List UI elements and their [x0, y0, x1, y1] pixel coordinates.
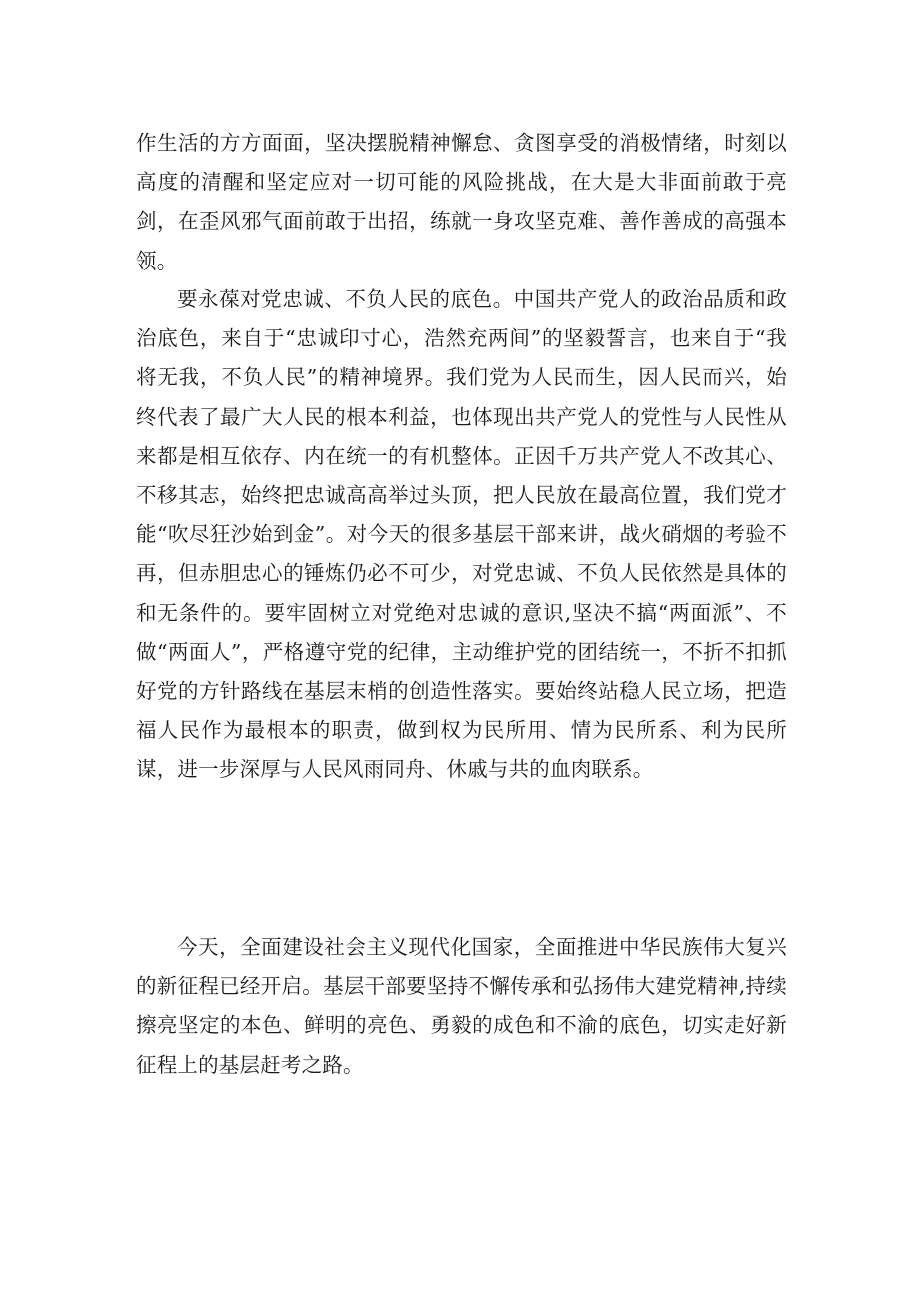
paragraph-text: 要永葆对党忠诚、不负人民的底色。中国共产党人的政治品质和政治底色，来自于“忠诚印寸心，浩然充两间”的坚毅誓言，也来自于“我将无我，不负人民”的精神境界。我们党为人民而生，因人民而兴，始终代表了最广大人民的根本利益，也体现出共产党人的党性与人民性从来都是相互依存、内在统一的有机整体。正因千万共产党人不改其心、不移其志，始终把忠诚高高举过头顶，把人民放在最高位置，我们党才能“吹尽狂沙始到金”。对今天的很多基层干部来讲，战火硝烟的考验不再，但赤胆忠心的锤炼仍必不可少，对党忠诚、不负人民依然是具体的和无条件的。要牢固树立对党绝对忠诚的意识,坚决不搞“两面派”、不做“两面人”，严格遵守党的纪律，主动维护党的团结统一，不折不扣抓好党的方针路线在基层末梢的创造性落实。要始终站稳人民立场，把造福人民作为最根本的职责，做到权为民所用、情为民所系、利为民所谋，进一步深厚与人民风雨同舟、休戚与共的血肉联系。 — [136, 287, 787, 782]
paragraph-text: 今天，全面建设社会主义现代化国家，全面推进中华民族伟大复兴的新征程已经开启。基层干部要坚持不懈传承和弘扬伟大建党精神,持续擦亮坚定的本色、鲜明的亮色、勇毅的成色和不渝的底色，切实走好新征程上的基层赶考之路。 — [136, 935, 787, 1077]
paragraph-conclusion — [136, 928, 787, 1085]
paragraph-text: 作生活的方方面面，坚决摆脱精神懈怠、贪图享受的消极情绪，时刻以高度的清醒和坚定应对一切可能的风险挑战，在大是大非面前敢于亮剑，在歪风邪气面前敢于出招，练就一身攻坚克难、善作善成的高强本领。 — [136, 131, 787, 273]
paragraph-continuation — [136, 124, 787, 281]
paragraph-loyalty — [136, 280, 787, 790]
